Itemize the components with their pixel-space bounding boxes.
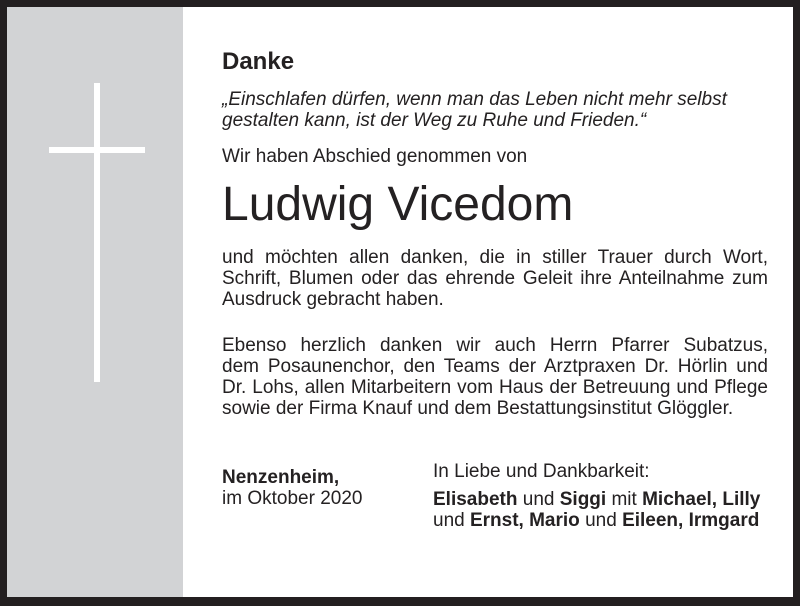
closing-line: In Liebe und Dankbarkeit: bbox=[433, 461, 650, 482]
family-block bbox=[433, 461, 768, 531]
notice-footer bbox=[222, 461, 768, 531]
acknowledgements-paragraph: Ebenso herzlich danken wir auch Herrn Pfarrer Subatzus, dem Posaunenchor, den Teams der Arztpraxen Dr. Hörlin und Dr. Lohs, allen Mitarbeitern vom Haus der Betreuung und Pflege sowie der Firma Knauf und dem Bestattungsinstitut Glöggler. bbox=[222, 335, 768, 419]
notice-body bbox=[183, 7, 793, 597]
date-line: im Oktober 2020 bbox=[222, 488, 363, 509]
cross-vertical-bar bbox=[94, 83, 100, 382]
memorial-quote: „Einschlafen dürfen, wenn man das Leben nicht mehr selbst gestalten kann, ist der Weg zu Ruhe und Frieden.“ bbox=[222, 89, 727, 131]
cross-horizontal-bar bbox=[49, 147, 145, 153]
family-names: Elisabeth und Siggi mit Michael, Lilly und Ernst, Mario und Eileen, Irmgard bbox=[433, 489, 761, 531]
memorial-panel bbox=[7, 7, 183, 597]
deceased-name: Ludwig Vicedom bbox=[222, 178, 574, 231]
thanks-paragraph: und möchten allen danken, die in stiller Trauer durch Wort, Schrift, Blumen oder das ehrende Geleit ihre Anteilnahme zum Ausdruck gebracht haben. bbox=[222, 247, 768, 310]
place-date-block bbox=[222, 467, 433, 531]
place-line: Nenzenheim, bbox=[222, 467, 340, 488]
notice-title: Danke bbox=[222, 48, 295, 75]
intro-line: Wir haben Abschied genommen von bbox=[222, 146, 528, 167]
